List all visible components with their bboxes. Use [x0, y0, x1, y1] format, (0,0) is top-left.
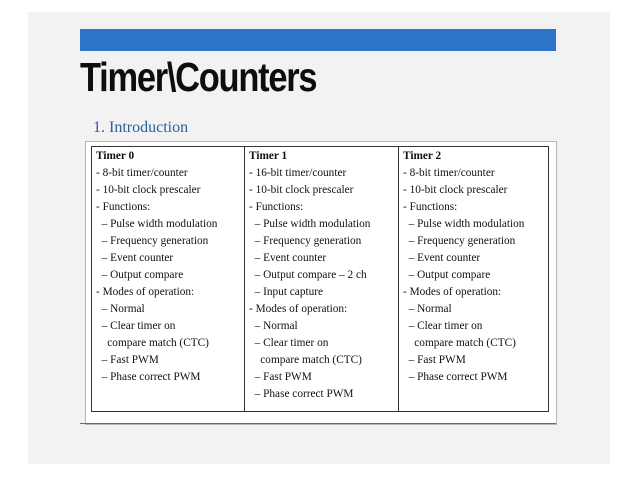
column-line: – Clear timer on [249, 337, 329, 349]
column-header: Timer 0 [96, 150, 135, 162]
timer1-column [245, 146, 399, 412]
column-line: – Fast PWM [96, 354, 159, 366]
column-line: - Modes of operation: [403, 286, 502, 298]
column-line: compare match (CTC) [249, 354, 362, 366]
column-line: – Fast PWM [249, 371, 312, 383]
column-line: - 16-bit timer/counter [249, 167, 347, 179]
column-line: - Functions: [403, 201, 458, 213]
column-line: compare match (CTC) [403, 337, 516, 349]
column-line: - 8-bit timer/counter [403, 167, 495, 179]
column-header: Timer 2 [403, 150, 442, 162]
column-line: - Functions: [96, 201, 151, 213]
column-line: - Modes of operation: [96, 286, 195, 298]
column-line: – Phase correct PWM [249, 388, 354, 400]
column-line: – Clear timer on [403, 320, 483, 332]
column-line: – Pulse width modulation [96, 218, 218, 230]
column-line: – Phase correct PWM [403, 371, 508, 383]
column-line: – Output compare [96, 269, 184, 281]
title-accent-bar [80, 29, 556, 51]
column-line: - Functions: [249, 201, 304, 213]
timer2-column [399, 146, 549, 412]
column-line: – Frequency generation [96, 235, 209, 247]
column-line: – Input capture [249, 286, 324, 298]
column-line: - 8-bit timer/counter [96, 167, 188, 179]
slide-subtitle: 1. Introduction [93, 119, 189, 136]
column-line: – Output compare [403, 269, 491, 281]
column-line: – Clear timer on [96, 320, 176, 332]
column-line: - Modes of operation: [249, 303, 348, 315]
column-line: – Frequency generation [249, 235, 362, 247]
slide-title: Timer\Counters [80, 54, 317, 100]
column-header: Timer 1 [249, 150, 288, 162]
column-line: – Event counter [96, 252, 174, 264]
column-line: – Normal [403, 303, 452, 315]
column-line: - 10-bit clock prescaler [96, 184, 201, 196]
column-line: – Phase correct PWM [96, 371, 201, 383]
timer0-column [91, 146, 245, 412]
column-line: – Normal [96, 303, 145, 315]
column-line: – Fast PWM [403, 354, 466, 366]
column-line: – Frequency generation [403, 235, 516, 247]
column-line: - 10-bit clock prescaler [403, 184, 508, 196]
bottom-accent-line [80, 423, 556, 424]
column-line: – Event counter [249, 252, 327, 264]
column-line: - 10-bit clock prescaler [249, 184, 354, 196]
column-line: – Normal [249, 320, 298, 332]
column-line: – Pulse width modulation [403, 218, 525, 230]
column-line: – Event counter [403, 252, 481, 264]
column-line: compare match (CTC) [96, 337, 209, 349]
column-line: – Pulse width modulation [249, 218, 371, 230]
column-line: – Output compare – 2 ch [249, 269, 367, 281]
